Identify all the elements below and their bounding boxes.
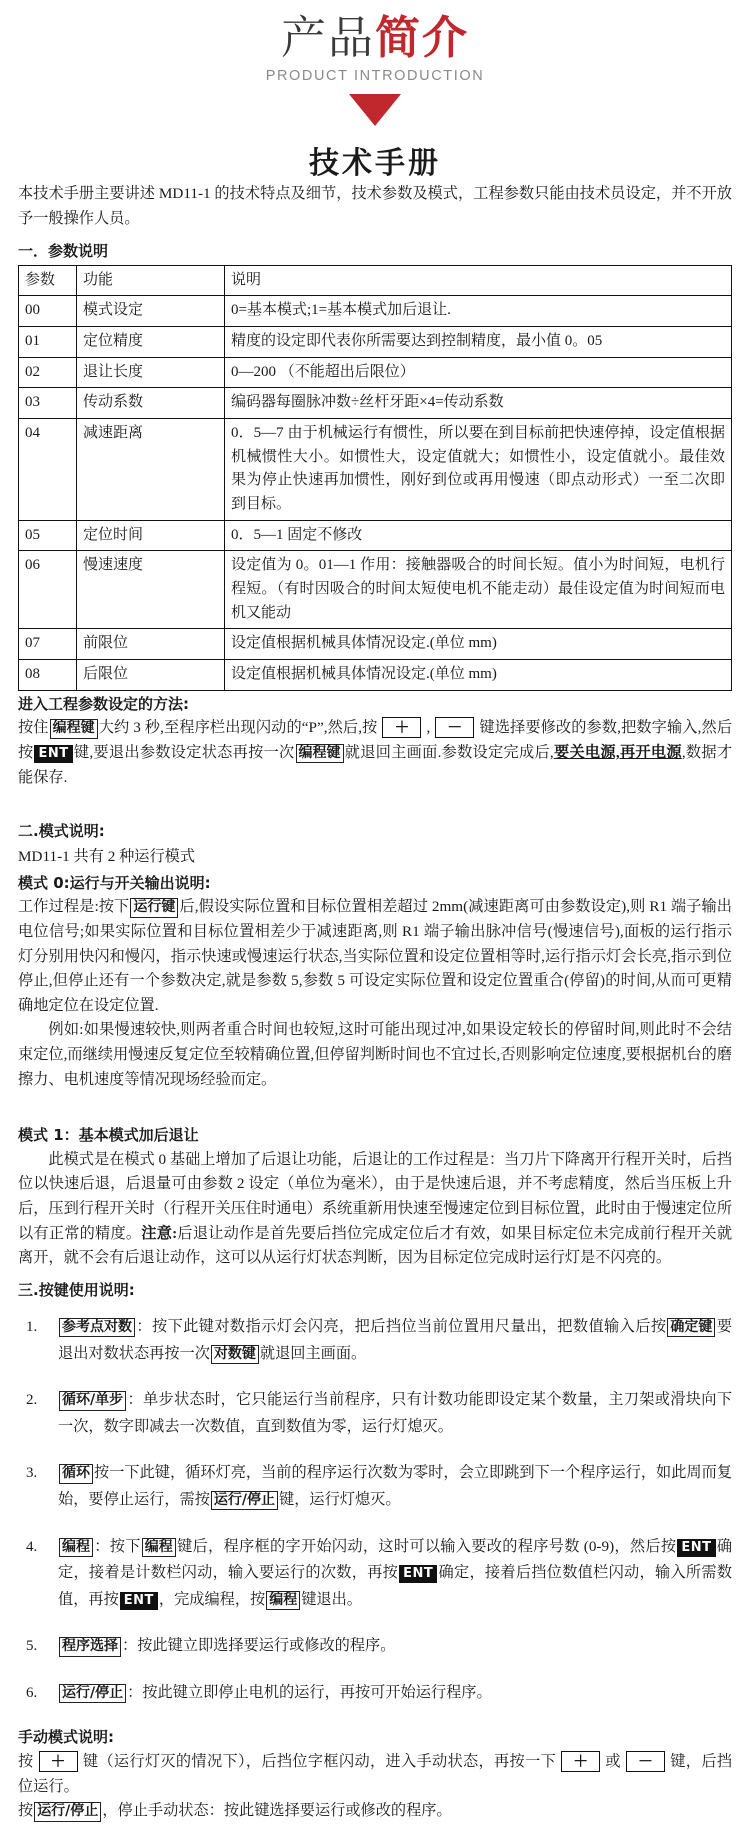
key-ent-button-1[interactable]: ENT [677,1539,715,1557]
cell-desc: 设定值根据机械具体情况设定.(单位 mm) [225,629,732,660]
key-reference-point-button[interactable]: 参考点对数 [59,1318,135,1338]
mode-0-paragraph [18,895,732,1018]
item-5-text-1: ：按此键立即选择要运行或修改的程序。 [122,1637,396,1655]
eng-text-1: 按住 [18,719,49,737]
item-2-text-1: ：单步状态时，它只能运行当前程序，只有计数功能即设定某个数量，主刀架或滑块向下一次，数字即减去一次数值，直到数值为零，运行灯熄灭。 [58,1391,732,1435]
cell-desc: 编码器每圈脉冲数÷丝杆牙距×4=传动系数 [225,388,732,419]
key-plus-button[interactable]: ＋ [382,717,421,738]
cell-function: 退让长度 [77,357,225,388]
key-programming-button[interactable]: 编程 [59,1538,93,1558]
section-2-line1: MD11-1 共有 2 种运行模式 [18,848,196,866]
cell-desc: 0=基本模式;1=基本模式加后退让. [225,296,732,327]
key-run-stop-button[interactable]: 运行/停止 [211,1491,278,1511]
document-header [0,0,750,182]
table-row [19,660,732,691]
key-cycle-button[interactable]: 循环 [59,1464,93,1484]
eng-text-3: , [426,719,431,737]
key-program-button-2[interactable]: 编程键 [296,744,344,764]
section-2-heading: 二.模式说明: [18,822,105,841]
spacer [18,1304,732,1314]
key-ent-button-3[interactable]: ENT [120,1592,158,1610]
mode-1-heading: 模式 1：基本模式加后退让 [18,1126,199,1145]
cell-function: 减速距离 [77,418,225,520]
item-1-text-3: 就退回主画面。 [259,1344,367,1362]
mode1-text-1: 此模式是在模式 0 基础上增加了后退让功能，后退让的工作过程是：当刀片下降离开行程开关时，后挡位以快速后退，后退量可由参数 2 设定（单位为毫米），由于是快速后退，并不考虑精度，然后当压板上升后，压到行程开关时（行程开关压住时通电）系统重新用快速至慢速定位到目标位置，此时由于慢速定位所以有正常的精度。 [18,1150,732,1242]
cell-desc: 设定值为 0。01—1 作用：接触器吸合的时间长短。值小为时间短，电机行程短。（有时因吸合的时间太短使电机不能走动）最佳设定值为时间短而电机又能动 [225,551,732,629]
manual-text-2: 键（运行灯灭的情况下），后挡位字框闪动，进入手动状态，再按一下 [82,1752,557,1770]
intro-paragraph: 本技术手册主要讲述 MD11-1 的技术特点及细节，技术参数及模式，工程参数只能由技术员设定，并不开放予一般操作人员。 [18,185,732,227]
key-confirm-button[interactable]: 确定键 [667,1318,715,1338]
cell-param: 03 [19,388,77,419]
manual-text-4: 键，后挡位运行。 [18,1752,733,1795]
manual-mode-paragraph-1 [18,1750,732,1799]
manual-text-6: ，停止手动状态：按此键选择要运行或修改的程序。 [102,1802,452,1820]
engineering-param-heading: 进入工程参数设定的方法: [18,694,189,713]
cell-desc: 精度的设定即代表你所需要达到控制精度，最小值 0。05 [225,326,732,357]
cell-desc: 0—200 （不能超出后限位） [225,357,732,388]
list-item [18,1460,732,1513]
key-ent-button-2[interactable]: ENT [399,1565,437,1583]
cell-param: 00 [19,296,77,327]
manual-text-5: 按 [18,1802,34,1820]
spacer [18,1092,732,1122]
cell-param: 08 [19,660,77,691]
table-row [19,418,732,520]
parameter-table [18,265,732,691]
table-row [19,357,732,388]
col-header-function: 功能 [77,265,225,296]
cell-desc: 设定值根据机械具体情况设定.(单位 mm) [225,660,732,691]
list-item [18,1680,732,1707]
mode-0-example-paragraph: 例如:如果慢速较快,则两者重合时间也较短,这时可能出现过冲,如果设定较长的停留时间,则此时不会结束定位,而继续用慢速反复定位至较精确位置,但停留判断时间也不宜过长,否则影响定位速度,要根据机台的磨擦力、电机速度等情况现场经验而定。 [18,1021,732,1088]
eng-text-6: 就退回主画面.参数设定完成后, [344,743,554,761]
manual-text-1: 按 [18,1752,34,1770]
cell-function: 模式设定 [77,296,225,327]
table-row [19,520,732,551]
col-header-desc: 说明 [225,265,732,296]
item-4-text-5: ，完成编程，按 [158,1590,266,1608]
key-plus-button-manual-2[interactable]: ＋ [561,1751,600,1772]
key-run-button[interactable]: 运行键 [130,898,178,918]
item-4-text-6: 键退出。 [301,1590,362,1608]
header-title-accent: 简介 [375,11,470,64]
key-programming-button-2[interactable]: 编程 [142,1538,176,1558]
cell-function: 后限位 [77,660,225,691]
key-usage-list [18,1314,732,1707]
engineering-param-paragraph [18,716,732,790]
key-run-stop-button-2[interactable]: 运行/停止 [59,1684,126,1704]
cell-param: 02 [19,357,77,388]
item-4-text-4: 确定，接着后挡位数值栏闪动，输入所需数值，再按 [58,1564,733,1608]
item-3-text-2: 键，运行灯熄灭。 [279,1490,401,1508]
cell-param: 05 [19,520,77,551]
document-content [0,182,750,1844]
manual-mode-paragraph-2 [18,1799,732,1824]
key-program-select-button[interactable]: 程序选择 [59,1637,121,1657]
header-title [0,11,750,64]
cell-function: 传动系数 [77,388,225,419]
eng-text-5: 键,要退出参数设定状态再按一次 [73,743,295,761]
cell-function: 前限位 [77,629,225,660]
mode-1-note-label: 注意: [141,1224,178,1242]
key-plus-button-manual[interactable]: ＋ [39,1751,78,1772]
key-minus-button[interactable]: － [435,717,474,738]
mode1-text-2: 后退让动作是首先要后挡位完成定位后才有效，如果目标定位未完成前行程开关就离开，就不会有后退让动作，这可以从运行灯状态判断，因为目标定位完成时运行灯是不闪亮的。 [18,1224,733,1267]
key-run-stop-button-manual[interactable]: 运行/停止 [34,1802,101,1822]
item-4-text-3: 确定，接着是计数栏闪动，输入要运行的次数，再按 [58,1537,733,1582]
mode0-text-2: 后,假设实际位置和目标位置相差超过 2mm(减速距离可由参数设定),则 R1 端子输出电位信号;如果实际位置和目标位置相差少于减速距离,则 R1 端子输出脉冲信号(慢速信号),面板的运行指示灯分别用快闪和慢闪，指示快速或慢速运行状态,当实际位置和设定位置相等时,运行指示灯会长亮,指示到位停止,但停止还有一个参数决定,就是参数 5,参数 5 可设定实际位置和设定位置重合(停留)的时间,从而可更精确地定位在设定位置. [18,898,732,1014]
list-item [18,1387,732,1440]
section-3-heading: 三.按键使用说明: [18,1280,135,1299]
cell-function: 慢速速度 [77,551,225,629]
eng-text-4: 键选择要修改的参数,把数字输入,然后按 [18,719,733,761]
list-item [18,1314,732,1367]
item-4-text-1: ：按下 [94,1537,141,1555]
cell-param: 07 [19,629,77,660]
header-subtitle-en: PRODUCT INTRODUCTION [265,68,485,85]
mode-0-heading: 模式 0:运行与开关输出说明: [18,873,211,892]
key-ent-button[interactable]: ENT [34,745,72,763]
item-4-text-2: 键后，程序框的字开始闪动，这时可以输入要改的程序号数 (0-9)，然后按 [176,1537,677,1555]
list-item [18,1633,732,1660]
table-row [19,551,732,629]
table-row [19,326,732,357]
eng-text-7: ,数据才能保存. [18,743,733,786]
cell-param: 01 [19,326,77,357]
page-title: 技术手册 [309,146,441,182]
section-1-heading: 一．参数说明 [18,241,109,260]
table-header-row [19,265,732,296]
cell-param: 04 [19,418,77,520]
col-header-param: 参数 [19,265,77,296]
key-cycle-step-button[interactable]: 循环/单步 [59,1391,126,1411]
item-1-text-2: 要退出对数状态再按一次 [58,1317,733,1362]
eng-text-2: 大约 3 秒,至程序栏出现闪动的“P”,然后,按 [98,719,378,737]
header-title-dark: 产品 [280,11,375,64]
cell-function: 定位时间 [77,520,225,551]
eng-text-underlined: 要关电源,再开电源 [553,743,682,761]
manual-text-3: 或 [605,1752,621,1770]
key-count-button[interactable]: 对数键 [211,1345,259,1365]
table-row [19,296,732,327]
table-row [19,388,732,419]
item-3-text-1: 按一下此键，循环灯亮，当前的程序运行次数为零时，会立即跳到下一个程序运行，如此周而复始，要停止运行，需按 [58,1464,732,1508]
down-triangle-icon [349,94,401,126]
cell-param: 06 [19,551,77,629]
mode0-text-1: 工作过程是:按下 [18,898,130,916]
mode-1-paragraph [18,1148,732,1271]
item-6-text-1: ：按此键立即停止电机的运行，再按可开始运行程序。 [127,1683,492,1701]
spacer [18,790,732,812]
key-minus-button-manual[interactable]: － [626,1751,665,1772]
cell-function: 定位精度 [77,326,225,357]
key-programming-button-3[interactable]: 编程 [266,1591,300,1611]
table-row [19,629,732,660]
cell-desc: 0．5—7 由于机械运行有惯性，所以要在到目标前把快速停掉，设定值根据机械惯性大小。如惯性大，设定值就大；如惯性小，设定值就小。最佳效果为停止快速再加惯性，刚好到位或再用慢速（即点动形式）一至二次即到目标。 [225,418,732,520]
key-program-button[interactable]: 编程键 [50,719,98,739]
manual-mode-heading: 手动模式说明: [18,1728,114,1747]
list-item [18,1534,732,1614]
item-1-text-1: ：按下此键对数指示灯会闪亮，把后挡位当前位置用尺量出，把数值输入后按 [136,1317,667,1335]
cell-desc: 0．5—1 固定不修改 [225,520,732,551]
